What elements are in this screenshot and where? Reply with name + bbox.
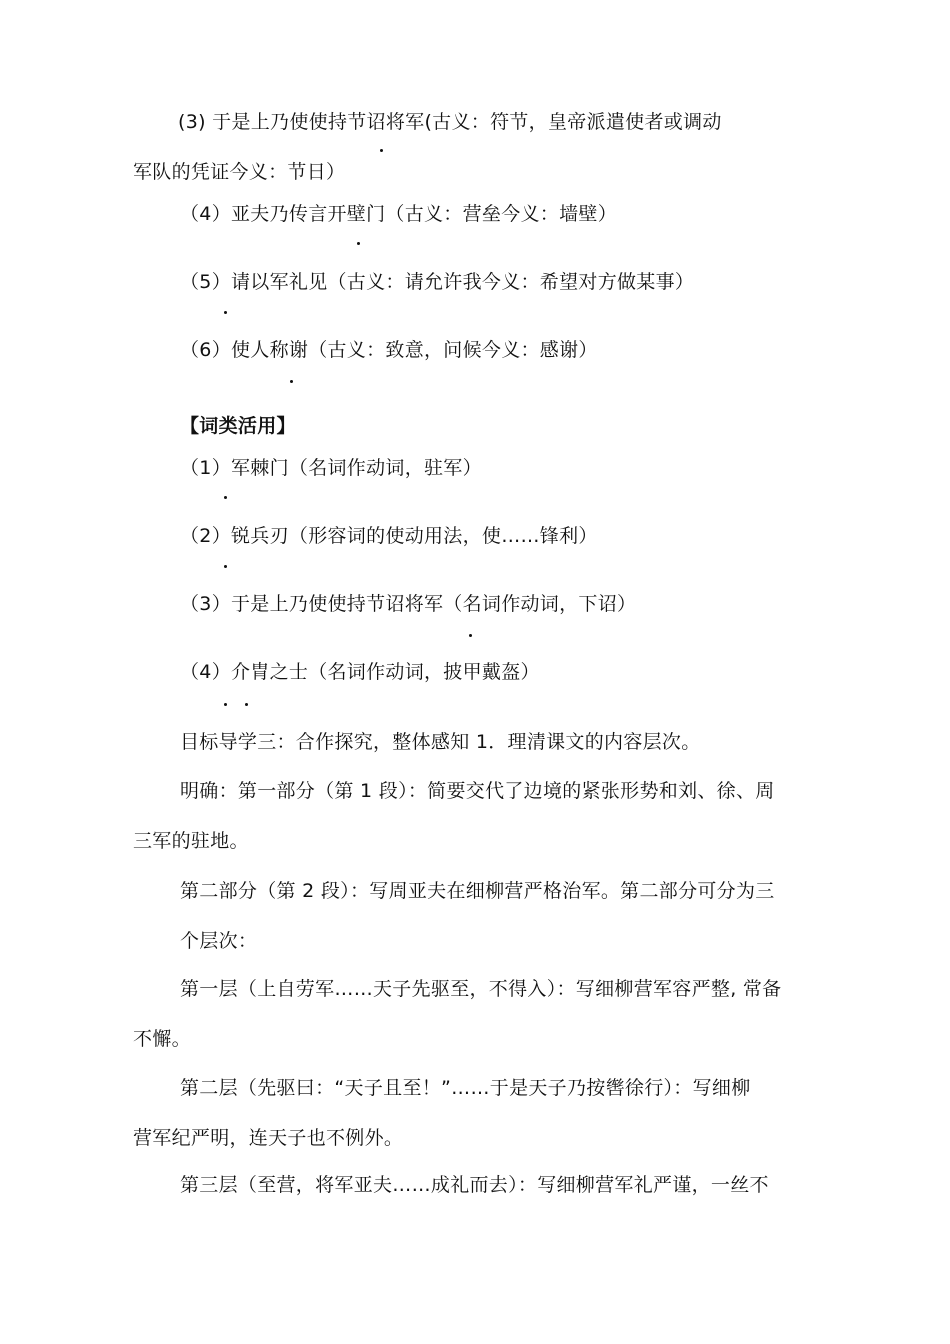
gujinyi-item-3-line-1: (3) 于是上乃使使持节诏将军(古义：符节，皇帝派遣使者或调动 (178, 111, 722, 133)
part2-line-2: 个层次： (180, 930, 258, 952)
section-heading-cileihuoyong: 【词类活用】 (180, 415, 296, 437)
gujinyi-item-4: （4）亚夫乃传言开壁门（古义：营垒今义：墙壁） (180, 203, 617, 225)
emphasis-dot (290, 380, 293, 383)
emphasis-dot (224, 311, 227, 314)
emphasis-dot (469, 634, 472, 637)
gujinyi-item-6: （6）使人称谢（古义：致意，问候今义：感谢） (180, 339, 598, 361)
layer3-line-1: 第三层（至营，将军亚夫……成礼而去）：写细柳营军礼严谨，一丝不 (180, 1174, 769, 1196)
part2-line-1: 第二部分（第 2 段）：写周亚夫在细柳营严格治军。第二部分可分为三 (180, 880, 775, 902)
gujinyi-item-5: （5）请以军礼见（古义：请允许我今义：希望对方做某事） (180, 271, 695, 293)
cilei-item-1: （1）军棘门（名词作动词，驻军） (180, 457, 482, 479)
layer2-line-1: 第二层（先驱曰：“天子且至！”……于是天子乃按辔徐行）：写细柳 (180, 1077, 751, 1099)
emphasis-dot (357, 242, 360, 245)
emphasis-dot (245, 703, 248, 706)
goal-heading: 目标导学三：合作探究，整体感知 1．理清课文的内容层次。 (180, 731, 701, 753)
cilei-item-3: （3）于是上乃使使持节诏将军（名词作动词，下诏） (180, 593, 637, 615)
emphasis-dot (224, 565, 227, 568)
cilei-item-2: （2）锐兵刃（形容词的使动用法，使……锋利） (180, 525, 598, 547)
emphasis-dot (224, 703, 227, 706)
emphasis-dot (380, 149, 383, 152)
emphasis-dot (224, 496, 227, 499)
layer2-line-2: 营军纪严明，连天子也不例外。 (133, 1127, 404, 1149)
layer1-line-2: 不懈。 (133, 1028, 191, 1050)
mingque-line-2: 三军的驻地。 (133, 830, 249, 852)
layer1-line-1: 第一层（上自劳军……天子先驱至，不得入）：写细柳营军容严整, 常备 (180, 978, 782, 1000)
mingque-line-1: 明确：第一部分（第 1 段）：简要交代了边境的紧张形势和刘、徐、周 (180, 780, 775, 802)
gujinyi-item-3-line-2: 军队的凭证今义：节日） (133, 161, 346, 183)
cilei-item-4: （4）介胄之士（名词作动词，披甲戴盔） (180, 661, 540, 683)
